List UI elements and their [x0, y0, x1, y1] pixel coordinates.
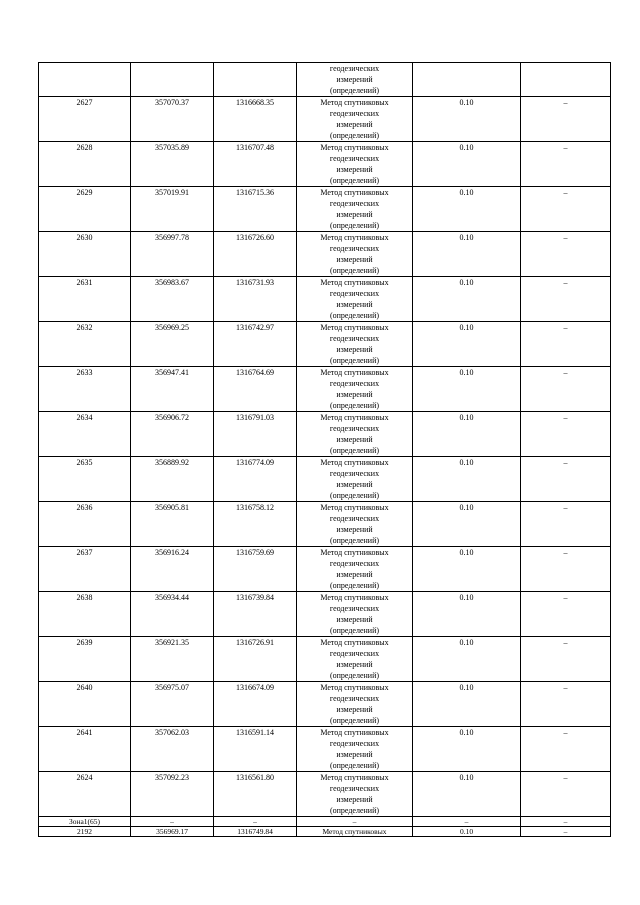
method-line: измерений [336, 345, 373, 354]
cell-extra: – [521, 367, 611, 412]
method-line: Метод спутниковых [320, 143, 389, 152]
cell-extra: – [521, 457, 611, 502]
method-line: геодезических [329, 289, 380, 298]
cell-x: 357062.03 [131, 727, 214, 772]
method-line: Метод спутниковых [320, 503, 389, 512]
method-line: (определений) [329, 581, 380, 590]
cell-extra: – [521, 142, 611, 187]
method-line: геодезических [329, 784, 380, 793]
table-row [39, 682, 611, 727]
method-line: геодезических [329, 244, 380, 253]
method-line: (определений) [329, 401, 380, 410]
method-line: Метод спутниковых [320, 683, 389, 692]
method-line: измерений [336, 300, 373, 309]
cell-y: 1316742.97 [214, 322, 297, 367]
cell-number: 2636 [39, 502, 131, 547]
method-line: геодезических [329, 559, 380, 568]
cell-x: 357092.23 [131, 772, 214, 817]
cell-x: 356997.78 [131, 232, 214, 277]
cell-accuracy: 0.10 [413, 232, 521, 277]
cell-method [297, 277, 413, 322]
table-row-continuation [39, 63, 611, 97]
table-row [39, 502, 611, 547]
method-line: Метод спутниковых [320, 638, 389, 647]
zone-cell: – [413, 817, 521, 827]
cell-y: 1316764.69 [214, 367, 297, 412]
cell-x: 356905.81 [131, 502, 214, 547]
cell-method [297, 457, 413, 502]
zone-cell: – [521, 817, 611, 827]
cell-number: 2639 [39, 637, 131, 682]
cell-x: 356969.25 [131, 322, 214, 367]
method-line: (определений) [329, 311, 380, 320]
zone-cell: – [131, 817, 214, 827]
cell-accuracy: 0.10 [413, 772, 521, 817]
cell-method [297, 63, 413, 97]
cell-extra: – [521, 727, 611, 772]
zone-label: Зона1(65) [39, 817, 131, 827]
cell-y: 1316707.48 [214, 142, 297, 187]
method-line: геодезических [329, 739, 380, 748]
method-line: Метод спутниковых [320, 278, 389, 287]
table-row [39, 637, 611, 682]
cell-method [297, 322, 413, 367]
method-line: Метод спутниковых [320, 323, 389, 332]
cell-number: 2628 [39, 142, 131, 187]
cell-number: 2641 [39, 727, 131, 772]
method-line: измерений [336, 660, 373, 669]
cell-number: 2629 [39, 187, 131, 232]
method-line: (определений) [329, 86, 380, 95]
cell-y: 1316774.09 [214, 457, 297, 502]
method-line: измерений [336, 795, 373, 804]
cell-extra [521, 63, 611, 97]
cell-accuracy [413, 63, 521, 97]
method-line: измерений [336, 750, 373, 759]
cell-y: 1316731.93 [214, 277, 297, 322]
cell-accuracy: 0.10 [413, 502, 521, 547]
method-line: измерений [336, 210, 373, 219]
table-row [39, 727, 611, 772]
cell-extra: – [521, 97, 611, 142]
cell-x: 356969.17 [131, 827, 214, 837]
cell-method [297, 592, 413, 637]
cell-accuracy: 0.10 [413, 367, 521, 412]
cell-method [297, 142, 413, 187]
cell-accuracy: 0.10 [413, 322, 521, 367]
cell-y: 1316726.91 [214, 637, 297, 682]
cell-extra: – [521, 187, 611, 232]
method-line: (определений) [329, 671, 380, 680]
zone-cell: – [297, 817, 413, 827]
cell-accuracy: 0.10 [413, 547, 521, 592]
method-line: (определений) [329, 221, 380, 230]
table-row [39, 457, 611, 502]
method-line: геодезических [329, 154, 380, 163]
zone-cell: – [214, 817, 297, 827]
method-line: (определений) [329, 446, 380, 455]
method-line: измерений [336, 435, 373, 444]
cell-y: 1316759.69 [214, 547, 297, 592]
cell-number: 2624 [39, 772, 131, 817]
cell-y: 1316715.36 [214, 187, 297, 232]
cell-extra: – [521, 592, 611, 637]
cell-accuracy: 0.10 [413, 277, 521, 322]
method-line: Метод спутниковых [320, 233, 389, 242]
cell-extra: – [521, 502, 611, 547]
cell-x: 356921.35 [131, 637, 214, 682]
cell-number: 2630 [39, 232, 131, 277]
method-line: Метод спутниковых [320, 548, 389, 557]
cell-extra: – [521, 232, 611, 277]
cell-accuracy: 0.10 [413, 457, 521, 502]
method-line: (определений) [329, 176, 380, 185]
cell-number: 2634 [39, 412, 131, 457]
cell-number: 2633 [39, 367, 131, 412]
cell-x: 356947.41 [131, 367, 214, 412]
table-row [39, 277, 611, 322]
method-line: (определений) [329, 806, 380, 815]
method-line: Метод спутниковых [320, 593, 389, 602]
method-line: геодезических [329, 469, 380, 478]
cell-method [297, 727, 413, 772]
method-line: (определений) [329, 536, 380, 545]
method-line: (определений) [329, 131, 380, 140]
cell-accuracy: 0.10 [413, 827, 521, 837]
cell-x: 357035.89 [131, 142, 214, 187]
method-line: измерений [336, 525, 373, 534]
cell-extra: – [521, 827, 611, 837]
cell-x: 356906.72 [131, 412, 214, 457]
cell-y: 1316791.03 [214, 412, 297, 457]
cell-accuracy: 0.10 [413, 727, 521, 772]
cell-method [297, 367, 413, 412]
table-row [39, 827, 611, 837]
cell-y: 1316668.35 [214, 97, 297, 142]
method-line: геодезических [329, 334, 380, 343]
cell-method [297, 682, 413, 727]
method-line: Метод спутниковых [320, 413, 389, 422]
method-line: Метод спутниковых [320, 458, 389, 467]
zone-row [39, 817, 611, 827]
cell-accuracy: 0.10 [413, 187, 521, 232]
method-line: Метод спутниковых [320, 368, 389, 377]
cell-number: 2627 [39, 97, 131, 142]
cell-method [297, 232, 413, 277]
cell-x: 357019.91 [131, 187, 214, 232]
method-line: Метод спутниковых [320, 773, 389, 782]
method-line: измерений [336, 75, 373, 84]
cell-x: 356934.44 [131, 592, 214, 637]
cell-x: 357070.37 [131, 97, 214, 142]
method-line: измерений [336, 615, 373, 624]
cell-number: 2632 [39, 322, 131, 367]
cell-number [39, 63, 131, 97]
cell-accuracy: 0.10 [413, 97, 521, 142]
cell-method [297, 547, 413, 592]
cell-x: 356983.67 [131, 277, 214, 322]
method-line: геодезических [329, 64, 380, 73]
cell-method [297, 187, 413, 232]
method-line: измерений [336, 570, 373, 579]
method-line: измерений [336, 705, 373, 714]
cell-method: Метод спутниковых [297, 827, 413, 837]
cell-number: 2638 [39, 592, 131, 637]
cell-number: 2635 [39, 457, 131, 502]
method-line: геодезических [329, 649, 380, 658]
table-row [39, 592, 611, 637]
method-line: геодезических [329, 379, 380, 388]
cell-accuracy: 0.10 [413, 637, 521, 682]
cell-accuracy: 0.10 [413, 682, 521, 727]
table-row [39, 367, 611, 412]
cell-y: 1316561.80 [214, 772, 297, 817]
cell-x [131, 63, 214, 97]
cell-y [214, 63, 297, 97]
table-row [39, 187, 611, 232]
cell-extra: – [521, 547, 611, 592]
method-line: измерений [336, 255, 373, 264]
method-line: (определений) [329, 626, 380, 635]
cell-method [297, 97, 413, 142]
cell-extra: – [521, 412, 611, 457]
method-line: измерений [336, 480, 373, 489]
method-line: геодезических [329, 199, 380, 208]
method-line: измерений [336, 165, 373, 174]
cell-accuracy: 0.10 [413, 142, 521, 187]
cell-extra: – [521, 322, 611, 367]
cell-number: 2640 [39, 682, 131, 727]
method-line: Метод спутниковых [320, 728, 389, 737]
cell-accuracy: 0.10 [413, 592, 521, 637]
method-line: (определений) [329, 491, 380, 500]
table-row [39, 772, 611, 817]
table-row [39, 142, 611, 187]
cell-number: 2631 [39, 277, 131, 322]
cell-method [297, 772, 413, 817]
method-line: Метод спутниковых [320, 98, 389, 107]
cell-y: 1316674.09 [214, 682, 297, 727]
method-line: геодезических [329, 109, 380, 118]
cell-method [297, 412, 413, 457]
cell-method [297, 637, 413, 682]
table-row [39, 412, 611, 457]
table-row [39, 322, 611, 367]
cell-extra: – [521, 277, 611, 322]
table-row [39, 547, 611, 592]
method-line: (определений) [329, 761, 380, 770]
cell-x: 356889.92 [131, 457, 214, 502]
cell-x: 356916.24 [131, 547, 214, 592]
cell-extra: – [521, 637, 611, 682]
method-line: геодезических [329, 514, 380, 523]
cell-extra: – [521, 772, 611, 817]
table-row [39, 97, 611, 142]
method-line: геодезических [329, 604, 380, 613]
method-line: геодезических [329, 424, 380, 433]
method-line: измерений [336, 120, 373, 129]
method-line: (определений) [329, 356, 380, 365]
cell-number: 2637 [39, 547, 131, 592]
method-line: (определений) [329, 716, 380, 725]
table-row [39, 232, 611, 277]
cell-y: 1316758.12 [214, 502, 297, 547]
cell-x: 356975.07 [131, 682, 214, 727]
cell-extra: – [521, 682, 611, 727]
cell-y: 1316591.14 [214, 727, 297, 772]
cell-y: 1316749.84 [214, 827, 297, 837]
cell-y: 1316739.84 [214, 592, 297, 637]
cell-accuracy: 0.10 [413, 412, 521, 457]
method-line: (определений) [329, 266, 380, 275]
method-line: Метод спутниковых [320, 188, 389, 197]
coordinates-table [38, 62, 611, 837]
cell-y: 1316726.60 [214, 232, 297, 277]
method-line: измерений [336, 390, 373, 399]
cell-number: 2192 [39, 827, 131, 837]
method-line: геодезических [329, 694, 380, 703]
cell-method [297, 502, 413, 547]
